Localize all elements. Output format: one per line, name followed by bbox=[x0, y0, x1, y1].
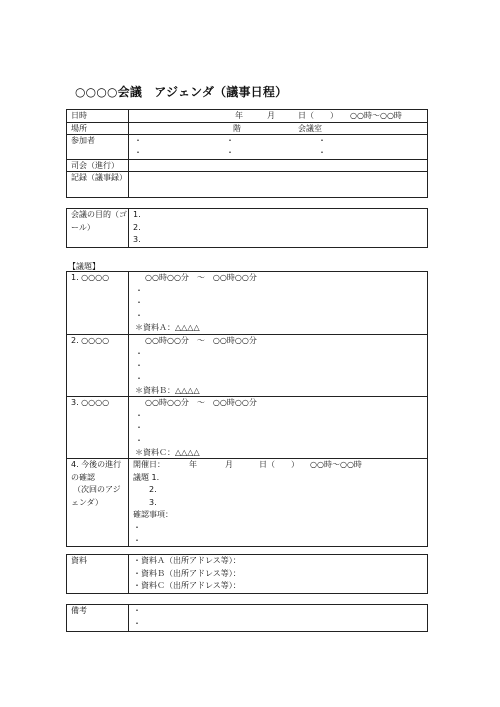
agenda-bullet: ・ bbox=[135, 373, 143, 383]
agenda-item-row bbox=[67, 396, 427, 458]
next-day-text: 日（ ） bbox=[259, 460, 299, 469]
agenda-time: ○○時○○分 ～ ○○時○○分 bbox=[145, 336, 257, 345]
notes-bullet: ・ bbox=[133, 606, 141, 615]
next-bullet: ・ bbox=[133, 522, 141, 532]
participant-bullet: ・ bbox=[318, 148, 326, 157]
recorder-row bbox=[67, 171, 427, 197]
floor-text: 階 bbox=[233, 124, 241, 133]
agenda-bullet: ・ bbox=[135, 348, 143, 358]
next-bullet: ・ bbox=[133, 535, 141, 545]
chair-row bbox=[67, 159, 427, 171]
agenda-item-row bbox=[67, 272, 427, 334]
date-value[interactable] bbox=[129, 110, 427, 122]
participant-bullet: ・ bbox=[226, 136, 234, 145]
agenda-item-content[interactable] bbox=[129, 272, 427, 334]
date-row bbox=[67, 110, 427, 122]
next-time-text: ○○時～○○時 bbox=[310, 460, 362, 469]
next-topic: 3. bbox=[149, 497, 157, 507]
agenda-material: ＊資料Ｂ：△△△△ bbox=[135, 386, 200, 396]
agenda-item-row bbox=[67, 334, 427, 396]
material-item: ・資料Ｂ（出所アドレス等）： bbox=[133, 568, 241, 578]
agenda-item-content[interactable] bbox=[129, 397, 427, 458]
participant-bullet: ・ bbox=[134, 148, 142, 157]
notes-row bbox=[67, 605, 427, 631]
next-steps-content[interactable] bbox=[129, 459, 427, 546]
agenda-item-label: 1. ○○○○ bbox=[67, 272, 129, 334]
agenda-item-content[interactable] bbox=[129, 335, 427, 396]
next-topics-label: 議題 1. bbox=[133, 472, 160, 482]
chair-value[interactable] bbox=[129, 160, 427, 171]
next-steps-label-line: ェンダ） bbox=[71, 497, 103, 507]
month-text: 月 bbox=[267, 111, 275, 120]
agenda-bullet: ・ bbox=[135, 423, 143, 433]
participant-bullet: ・ bbox=[134, 136, 142, 145]
agenda-bullet: ・ bbox=[135, 361, 143, 371]
agenda-bullet: ・ bbox=[135, 285, 143, 295]
room-text: 会議室 bbox=[298, 124, 322, 133]
next-steps-row bbox=[67, 458, 427, 546]
agenda-material: ＊資料Ａ：△△△△ bbox=[135, 323, 200, 333]
date-label: 日時 bbox=[67, 110, 129, 122]
next-steps-label-line: 4. 今後の進行 bbox=[71, 460, 122, 469]
agenda-material: ＊資料Ｃ：△△△△ bbox=[135, 448, 200, 458]
materials-label: 資料 bbox=[67, 555, 129, 593]
agenda-time: ○○時○○分 ～ ○○時○○分 bbox=[145, 273, 257, 282]
participant-bullet: ・ bbox=[226, 148, 234, 157]
agenda-item-label: 3. ○○○○ bbox=[67, 397, 129, 458]
agenda-time: ○○時○○分 ～ ○○時○○分 bbox=[145, 398, 257, 407]
next-steps-label-line: の確認 bbox=[71, 472, 95, 482]
purpose-label: 会議の目的（ゴール） bbox=[67, 209, 129, 247]
participants-row bbox=[67, 134, 427, 159]
place-value[interactable] bbox=[129, 123, 427, 134]
notes-bullet: ・ bbox=[133, 618, 141, 628]
notes-value[interactable] bbox=[129, 605, 427, 631]
notes-table bbox=[66, 604, 428, 632]
agenda-bullet: ・ bbox=[135, 298, 143, 308]
next-date-line bbox=[133, 459, 427, 472]
day-text: 日（ ） bbox=[298, 111, 338, 120]
page-title: ○○○○会議 アジェンダ（議事日程） bbox=[75, 85, 288, 99]
purpose-item: 2. bbox=[133, 222, 141, 232]
agenda-bullet: ・ bbox=[135, 435, 143, 445]
chair-label: 司会（進行） bbox=[67, 160, 129, 171]
purpose-item: 3. bbox=[133, 235, 141, 245]
next-year-text: 年 bbox=[189, 460, 197, 469]
recorder-value[interactable] bbox=[129, 172, 427, 197]
purpose-value[interactable] bbox=[129, 209, 427, 247]
meeting-info-table bbox=[66, 109, 428, 198]
recorder-label: 記録（議事録） bbox=[67, 172, 129, 197]
agenda-table bbox=[66, 271, 428, 547]
next-date-label: 開催日： bbox=[133, 460, 165, 469]
materials-row bbox=[67, 555, 427, 593]
next-confirm-label: 確認事項： bbox=[133, 510, 173, 520]
materials-value[interactable] bbox=[129, 555, 427, 593]
purpose-table bbox=[66, 208, 428, 248]
next-steps-label bbox=[67, 459, 129, 546]
year-text: 年 bbox=[235, 111, 243, 120]
materials-table bbox=[66, 554, 428, 594]
purpose-row bbox=[67, 209, 427, 247]
material-item: ・資料Ａ（出所アドレス等）： bbox=[133, 556, 241, 565]
purpose-item: 1. bbox=[133, 210, 141, 219]
next-topic: 2. bbox=[149, 485, 157, 495]
agenda-item-label: 2. ○○○○ bbox=[67, 335, 129, 396]
next-steps-label-line: （次回のアジ bbox=[73, 485, 121, 495]
place-label: 場所 bbox=[67, 123, 129, 134]
participant-bullet: ・ bbox=[318, 136, 326, 145]
notes-label: 備考 bbox=[67, 605, 129, 631]
agenda-bullet: ・ bbox=[135, 310, 143, 320]
participants-value[interactable] bbox=[129, 135, 427, 159]
place-row bbox=[67, 122, 427, 134]
participants-label: 参加者 bbox=[67, 135, 129, 159]
agenda-heading: 【議題】 bbox=[68, 262, 100, 271]
material-item: ・資料Ｃ（出所アドレス等）： bbox=[133, 581, 241, 591]
next-month-text: 月 bbox=[225, 460, 233, 469]
agenda-bullet: ・ bbox=[135, 410, 143, 420]
time-text: ○○時～○○時 bbox=[350, 111, 402, 120]
